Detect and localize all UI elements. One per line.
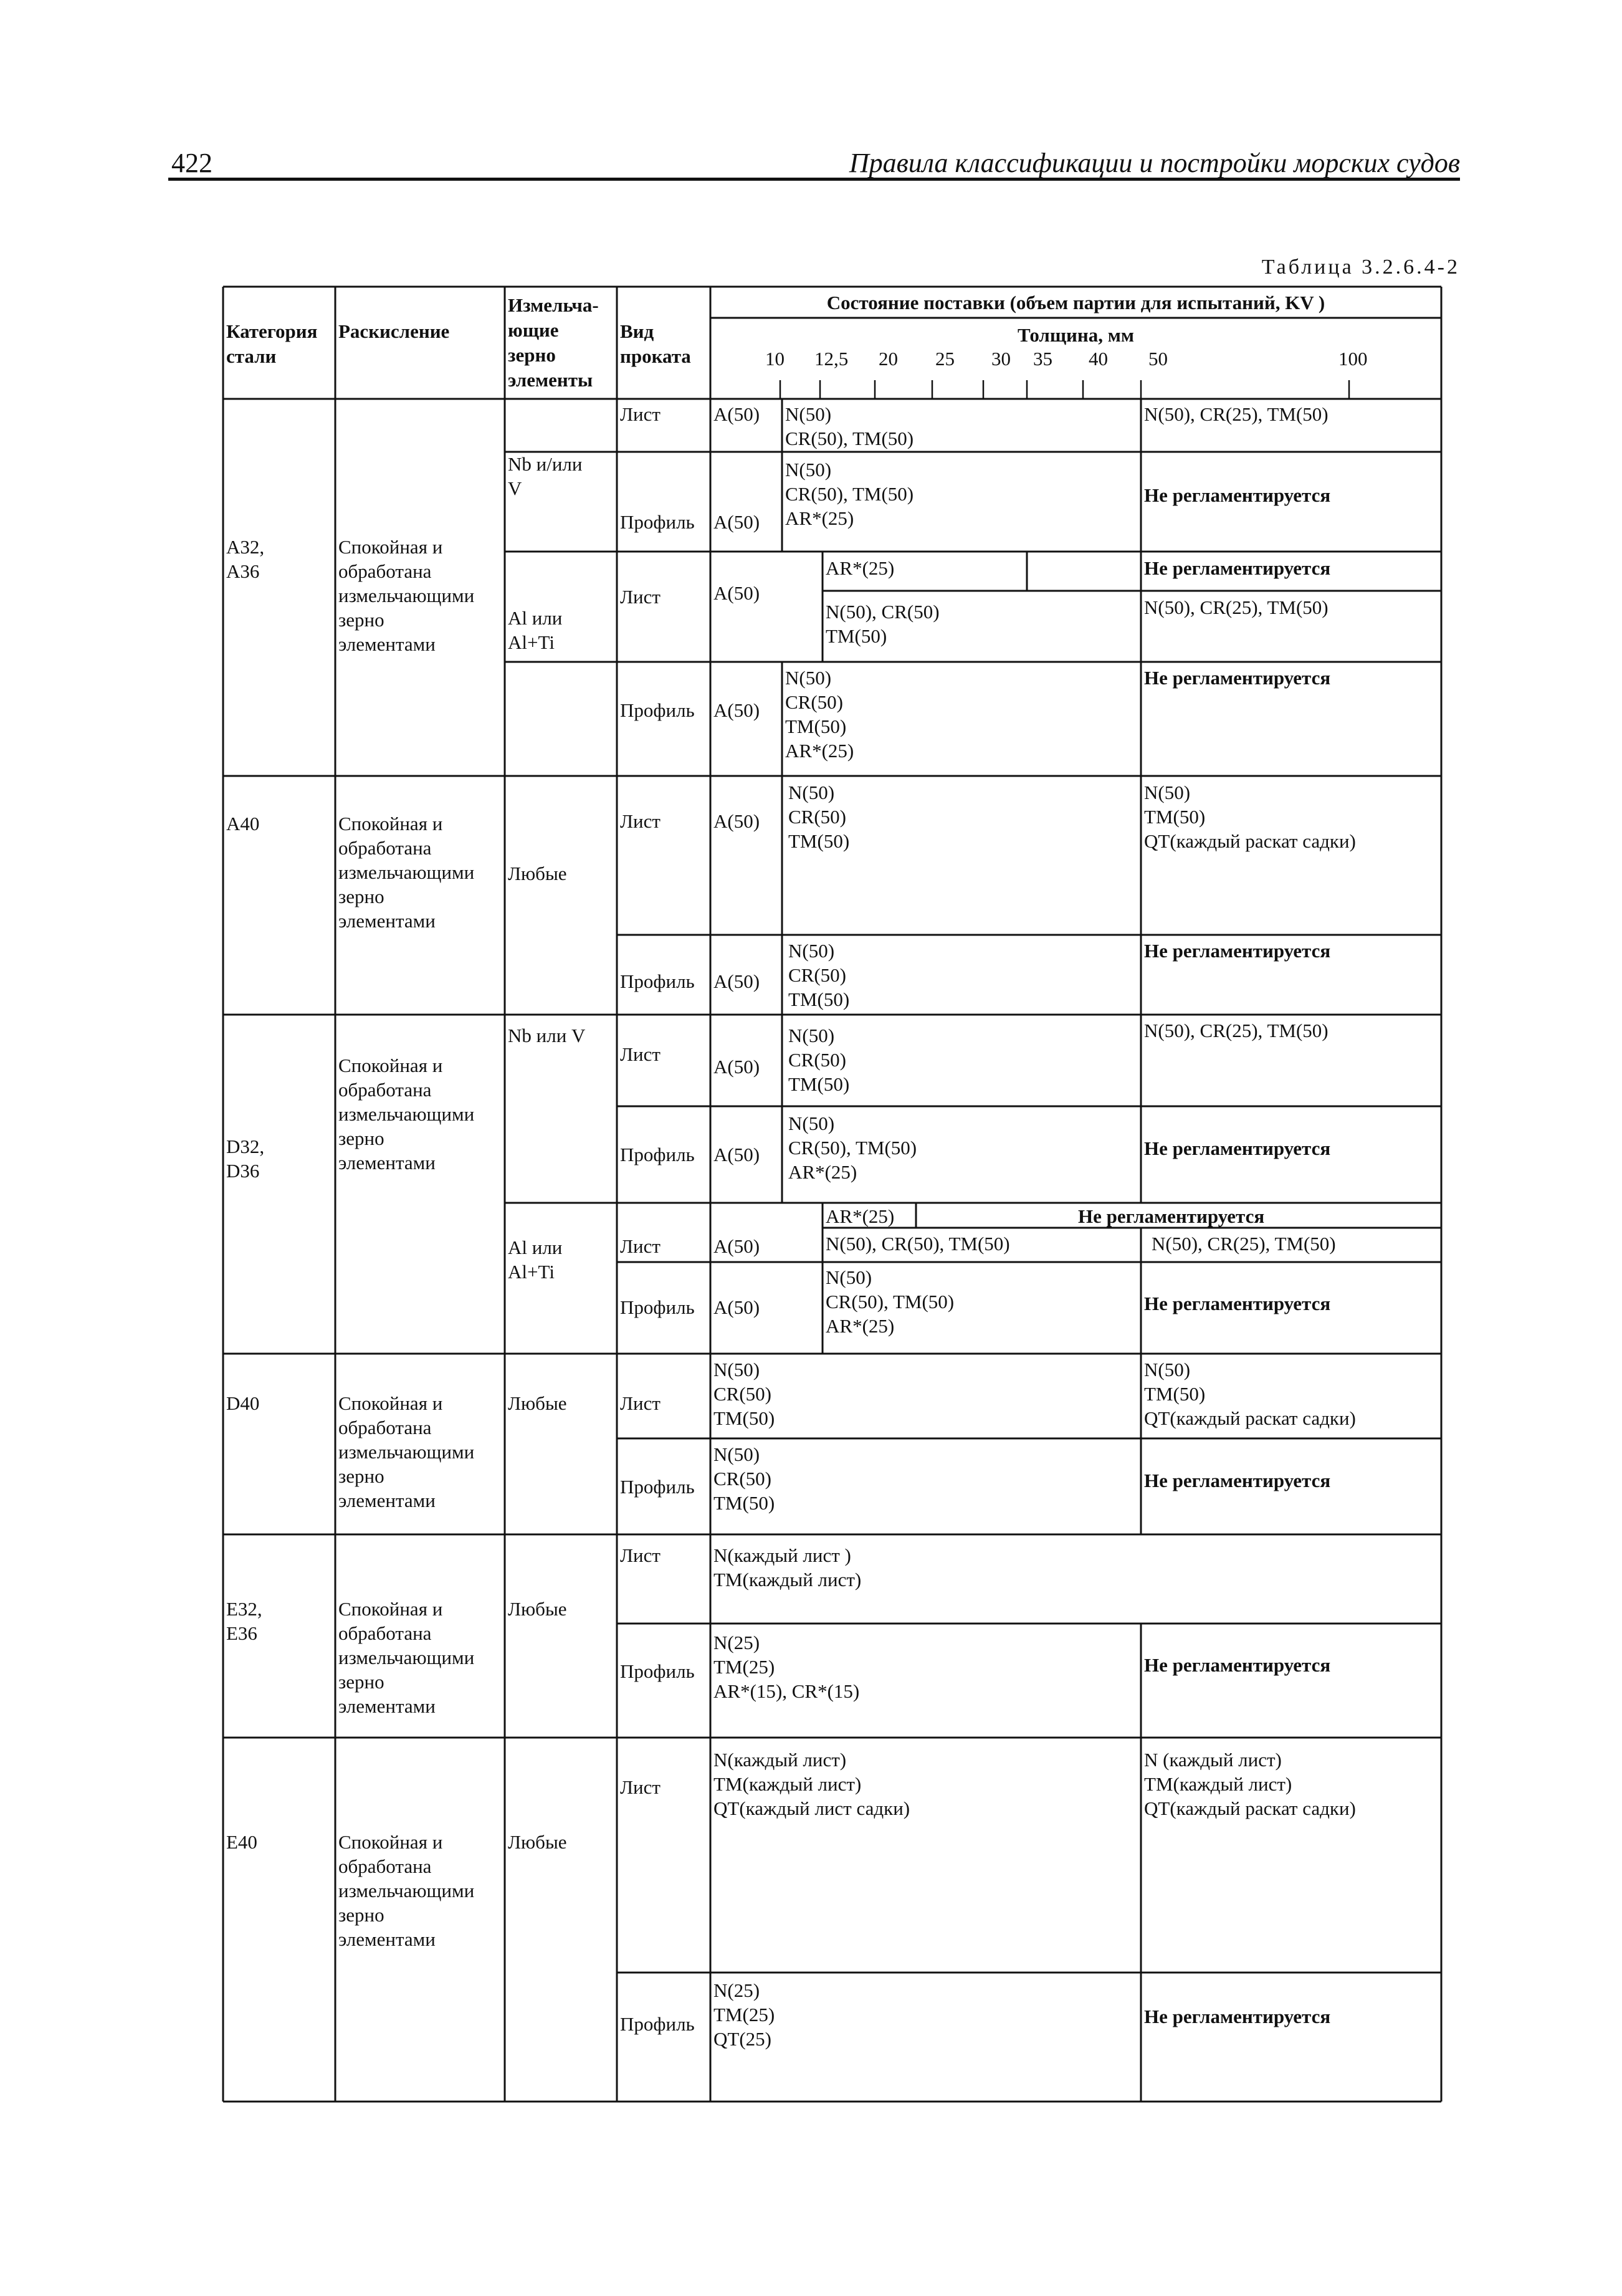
product-type-cell: Лист bbox=[620, 586, 661, 608]
deoxidation-cell: Спокойная и обработана измельчающими зерно элементами bbox=[338, 813, 475, 932]
thickness-ticks bbox=[780, 380, 1349, 399]
supply-cell: N(50) CR(50), TM(50) AR*(25) bbox=[826, 1266, 955, 1337]
supply-cell: N(50) CR(50) TM(50) bbox=[713, 1443, 775, 1514]
thickness-tick-label: 12,5 bbox=[814, 348, 849, 370]
supply-cell: N(50) CR(50), TM(50) bbox=[785, 403, 914, 449]
deoxidation-cell: Спокойная и обработана измельчающими зерно элементами bbox=[338, 1055, 475, 1174]
supply-cell: A(50) bbox=[713, 582, 760, 604]
supply-cell: N(50) TM(50) QT(каждый раскат садки) bbox=[1144, 1359, 1356, 1429]
supply-cell: N(50), CR(25), TM(50) bbox=[1144, 596, 1329, 618]
header-category: Категория стали bbox=[226, 320, 318, 367]
deoxidation-cell: Спокойная и обработана измельчающими зерно элементами bbox=[338, 1598, 475, 1717]
grain-elements-cell: Al или Al+Ti bbox=[508, 1236, 563, 1283]
product-type-cell: Профиль bbox=[620, 1296, 695, 1318]
header-product-type: Вид проката bbox=[620, 320, 691, 367]
grain-elements-cell: Любые bbox=[508, 1831, 567, 1853]
product-type-cell: Лист bbox=[620, 1544, 661, 1566]
supply-cell: AR*(25) bbox=[826, 1205, 895, 1227]
thickness-tick-label: 40 bbox=[1089, 348, 1108, 370]
product-type-cell: Лист bbox=[620, 1235, 661, 1257]
thickness-tick-label: 10 bbox=[765, 348, 785, 370]
product-type-cell: Лист bbox=[620, 1043, 661, 1065]
supply-cell: AR*(25) bbox=[826, 557, 895, 579]
supply-cell: N(50) CR(50) TM(50) AR*(25) bbox=[785, 667, 854, 762]
supply-cell: N(50) CR(50) TM(50) bbox=[788, 1025, 850, 1095]
supply-cell: A(50) bbox=[713, 1144, 760, 1165]
supply-cell: Не регламентируется bbox=[1144, 667, 1331, 689]
supply-cell: A(50) bbox=[713, 810, 760, 832]
category-cell: A32, A36 bbox=[226, 536, 265, 582]
supply-cell: A(50) bbox=[713, 970, 760, 992]
supply-cell: N(каждый лист ) TM(каждый лист) bbox=[713, 1544, 862, 1590]
table-caption: Таблица 3.2.6.4-2 bbox=[1261, 256, 1460, 279]
thickness-tick-label: 50 bbox=[1148, 348, 1168, 370]
supply-cell: N(50), CR(50), TM(50) bbox=[826, 1233, 1010, 1255]
product-type-cell: Лист bbox=[620, 403, 661, 425]
thickness-tick-label: 30 bbox=[991, 348, 1011, 370]
grain-elements-cell: Любые bbox=[508, 1392, 567, 1414]
thickness-tick-label: 35 bbox=[1033, 348, 1052, 370]
supply-cell: Не регламентируется bbox=[1144, 1293, 1331, 1314]
category-cell: E40 bbox=[226, 1831, 257, 1853]
deoxidation-cell: Спокойная и обработана измельчающими зерно элементами bbox=[338, 1831, 475, 1950]
supply-cell: N(каждый лист) TM(каждый лист) QT(каждый лист садки) bbox=[713, 1749, 910, 1819]
deoxidation-cell: Спокойная и обработана измельчающими зерно элементами bbox=[338, 1392, 475, 1511]
header-grain-elements: Измельча- ющие зерно элементы bbox=[508, 294, 599, 391]
supply-cell: Не регламентируется bbox=[1144, 1137, 1331, 1159]
supply-cell: A(50) bbox=[713, 1056, 760, 1078]
category-cell: D32, D36 bbox=[226, 1136, 265, 1182]
product-type-cell: Профиль bbox=[620, 1144, 695, 1165]
page-number: 422 bbox=[171, 148, 212, 178]
supply-cell: N(25) TM(25) QT(25) bbox=[713, 1979, 775, 2050]
supply-cell: A(50) bbox=[713, 1296, 760, 1318]
supply-cell: Не регламентируется bbox=[1144, 1654, 1331, 1676]
product-type-cell: Профиль bbox=[620, 1476, 695, 1498]
supply-cell: Не регламентируется bbox=[1144, 2006, 1331, 2027]
running-head: Правила классификации и постройки морских судов bbox=[849, 148, 1460, 178]
product-type-cell: Лист bbox=[620, 1392, 661, 1414]
category-cell: D40 bbox=[226, 1392, 260, 1414]
deoxidation-cell: Спокойная и обработана измельчающими зерно элементами bbox=[338, 536, 475, 655]
supply-cell: N(50) CR(50), TM(50) AR*(25) bbox=[785, 459, 914, 529]
supply-cell: A(50) bbox=[713, 699, 760, 721]
grain-elements-cell: Nb или V bbox=[508, 1025, 586, 1046]
supply-cell: N(50), CR(25), TM(50) bbox=[1144, 403, 1329, 425]
supply-cell: A(50) bbox=[713, 1235, 760, 1257]
supply-cell: N(50), CR(50) TM(50) bbox=[826, 601, 940, 647]
supply-cell: N(50) CR(50) TM(50) bbox=[788, 782, 850, 852]
supply-cell: A(50) bbox=[713, 403, 760, 425]
supply-cell: N(50) TM(50) QT(каждый раскат садки) bbox=[1144, 782, 1356, 852]
supply-cell: Не регламентируется bbox=[1078, 1205, 1265, 1227]
thickness-tick-label: 25 bbox=[935, 348, 955, 370]
supply-cell: Не регламентируется bbox=[1144, 484, 1331, 506]
grain-elements-cell: Любые bbox=[508, 863, 567, 884]
thickness-tick-label: 20 bbox=[879, 348, 898, 370]
header-thickness: Толщина, мм bbox=[1018, 324, 1134, 346]
category-cell: A40 bbox=[226, 813, 260, 835]
thickness-tick-label: 100 bbox=[1338, 348, 1368, 370]
supply-cell: N(50) CR(50) TM(50) bbox=[713, 1359, 775, 1429]
product-type-cell: Профиль bbox=[620, 1660, 695, 1682]
product-type-cell: Лист bbox=[620, 1776, 661, 1798]
grain-elements-cell: Nb и/или V bbox=[508, 453, 583, 499]
category-cell: E32, E36 bbox=[226, 1598, 262, 1644]
supply-cell: Не регламентируется bbox=[1144, 940, 1331, 962]
supply-cell: Не регламентируется bbox=[1144, 1470, 1331, 1491]
header-supply-state: Состояние поставки (объем партии для испытаний, KV ) bbox=[826, 292, 1325, 313]
supply-cell: N(50), CR(25), TM(50) bbox=[1152, 1233, 1336, 1255]
supply-cell: N(50), CR(25), TM(50) bbox=[1144, 1020, 1329, 1041]
grain-elements-cell: Любые bbox=[508, 1598, 567, 1620]
supply-cell: N(50) CR(50), TM(50) AR*(25) bbox=[788, 1112, 917, 1183]
header-deoxidation: Раскисление bbox=[338, 320, 450, 342]
grain-elements-cell: Al или Al+Ti bbox=[508, 607, 563, 653]
supply-cell: A(50) bbox=[713, 511, 760, 533]
product-type-cell: Профиль bbox=[620, 2013, 695, 2035]
product-type-cell: Лист bbox=[620, 810, 661, 832]
product-type-cell: Профиль bbox=[620, 511, 695, 533]
supply-cell: Не регламентируется bbox=[1144, 557, 1331, 579]
product-type-cell: Профиль bbox=[620, 970, 695, 992]
supply-cell: N(50) CR(50) TM(50) bbox=[788, 940, 850, 1010]
supply-cell: N (каждый лист) TM(каждый лист) QT(каждый раскат садки) bbox=[1144, 1749, 1356, 1819]
product-type-cell: Профиль bbox=[620, 699, 695, 721]
supply-cell: N(25) TM(25) AR*(15), CR*(15) bbox=[713, 1632, 860, 1702]
